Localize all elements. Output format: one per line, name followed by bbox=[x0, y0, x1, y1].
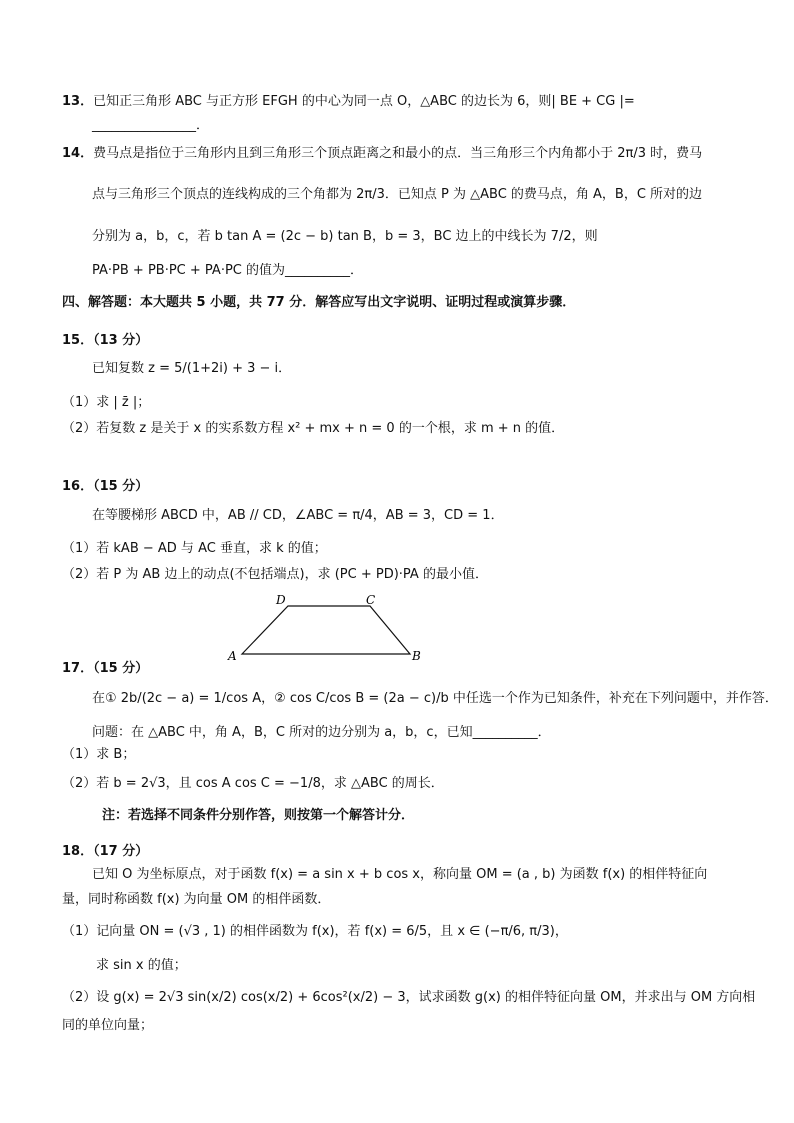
question-14-line-3: 分别为 a，b，c，若 b tan A = (2c − b) tan B，b = 3，BC 边上的中线长为 7/2，则 bbox=[92, 229, 598, 244]
question-15-part-2: （2）若复数 z 是关于 x 的实系数方程 x² + mx + n = 0 的一个根，求 m + n 的值． bbox=[62, 421, 565, 436]
question-13-blank: ________________． bbox=[92, 118, 210, 133]
question-17-part-2: （2）若 b = 2√3，且 cos A cos C = −1/8，求 △ABC 的周长． bbox=[62, 776, 444, 791]
vertex-label-c: C bbox=[366, 593, 376, 607]
trapezoid-shape bbox=[242, 606, 410, 654]
question-15-part-1: （1）求 | z̄ |； bbox=[62, 395, 151, 410]
question-18-part-1: （1）记向量 ON = (√3 , 1) 的相伴函数为 f(x)，若 f(x) = 6/5，且 x ∈ (−π/6, π/3)， bbox=[62, 924, 568, 939]
question-16-stem: 在等腰梯形 ABCD 中，AB // CD，∠ABC = π/4，AB = 3，CD = 1． bbox=[92, 508, 504, 523]
question-18-line-1: 已知 O 为坐标原点，对于函数 f(x) = a sin x + b cos x，称向量 OM = (a , b) 为函数 f(x) 的相伴特征向 bbox=[92, 867, 708, 882]
question-17-stem: 在① 2b/(2c − a) = 1/cos A，② cos C/cos B = (2a − c)/b 中任选一个作为已知条件，补充在下列问题中，并作答． bbox=[92, 691, 778, 706]
question-18-part-2-cont: 同的单位向量； bbox=[62, 1018, 154, 1033]
section-heading: 四、解答题：本大题共 5 小题，共 77 分．解答应写出文字说明、证明过程或演算步骤． bbox=[62, 295, 576, 310]
question-18-part-2: （2）设 g(x) = 2√3 sin(x/2) cos(x/2) + 6cos²(x/2) − 3，试求函数 g(x) 的相伴特征向量 OM，并求出与 OM 方向相 bbox=[62, 990, 756, 1005]
vertex-label-a: A bbox=[228, 649, 237, 662]
question-16-part-1: （1）若 kAB − AD 与 AC 垂直，求 k 的值； bbox=[62, 541, 327, 556]
question-16-heading: 16．（15 分） bbox=[62, 479, 149, 494]
question-14-line-2: 点与三角形三个顶点的连线构成的三个角都为 2π/3．已知点 P 为 △ABC 的费马点，角 A，B，C 所对的边 bbox=[92, 187, 703, 202]
question-number: 13． bbox=[62, 94, 94, 109]
question-text: 费马点是指位于三角形内且到三角形三个顶点距离之和最小的点．当三角形三个内角都小于 2π/3 时，费马 bbox=[93, 146, 703, 161]
question-18-heading: 18．（17 分） bbox=[62, 844, 149, 859]
question-17-problem: 问题：在 △ABC 中，角 A，B，C 所对的边分别为 a，b，c，已知__________． bbox=[92, 725, 551, 740]
question-16-part-2: （2）若 P 为 AB 边上的动点(不包括端点)，求 (PC + PD)·PA 的最小值． bbox=[62, 567, 488, 582]
question-14-line-1 bbox=[62, 145, 702, 163]
question-17-note: 注：若选择不同条件分别作答，则按第一个解答计分． bbox=[102, 808, 415, 823]
question-15-stem: 已知复数 z = 5/(1+2i) + 3 − i． bbox=[92, 361, 292, 376]
question-17-heading: 17．（15 分） bbox=[62, 661, 149, 676]
question-number: 14． bbox=[62, 146, 94, 161]
question-15-heading: 15．（13 分） bbox=[62, 333, 149, 348]
question-text: 已知正三角形 ABC 与正方形 EFGH 的中心为同一点 O，△ABC 的边长为 6，则| BE + CG |= bbox=[93, 94, 635, 109]
question-18-part-1-cont: 求 sin x 的值； bbox=[96, 958, 187, 973]
question-14-line-4: PA·PB + PB·PC + PA·PC 的值为__________． bbox=[92, 263, 363, 278]
trapezoid-figure bbox=[220, 590, 430, 662]
vertex-label-d: D bbox=[276, 593, 286, 607]
question-18-line-2: 量，同时称函数 f(x) 为向量 OM 的相伴函数． bbox=[62, 892, 331, 907]
question-17-part-1: （1）求 B； bbox=[62, 747, 136, 762]
question-13-line-1 bbox=[62, 93, 635, 111]
vertex-label-b: B bbox=[412, 649, 421, 662]
